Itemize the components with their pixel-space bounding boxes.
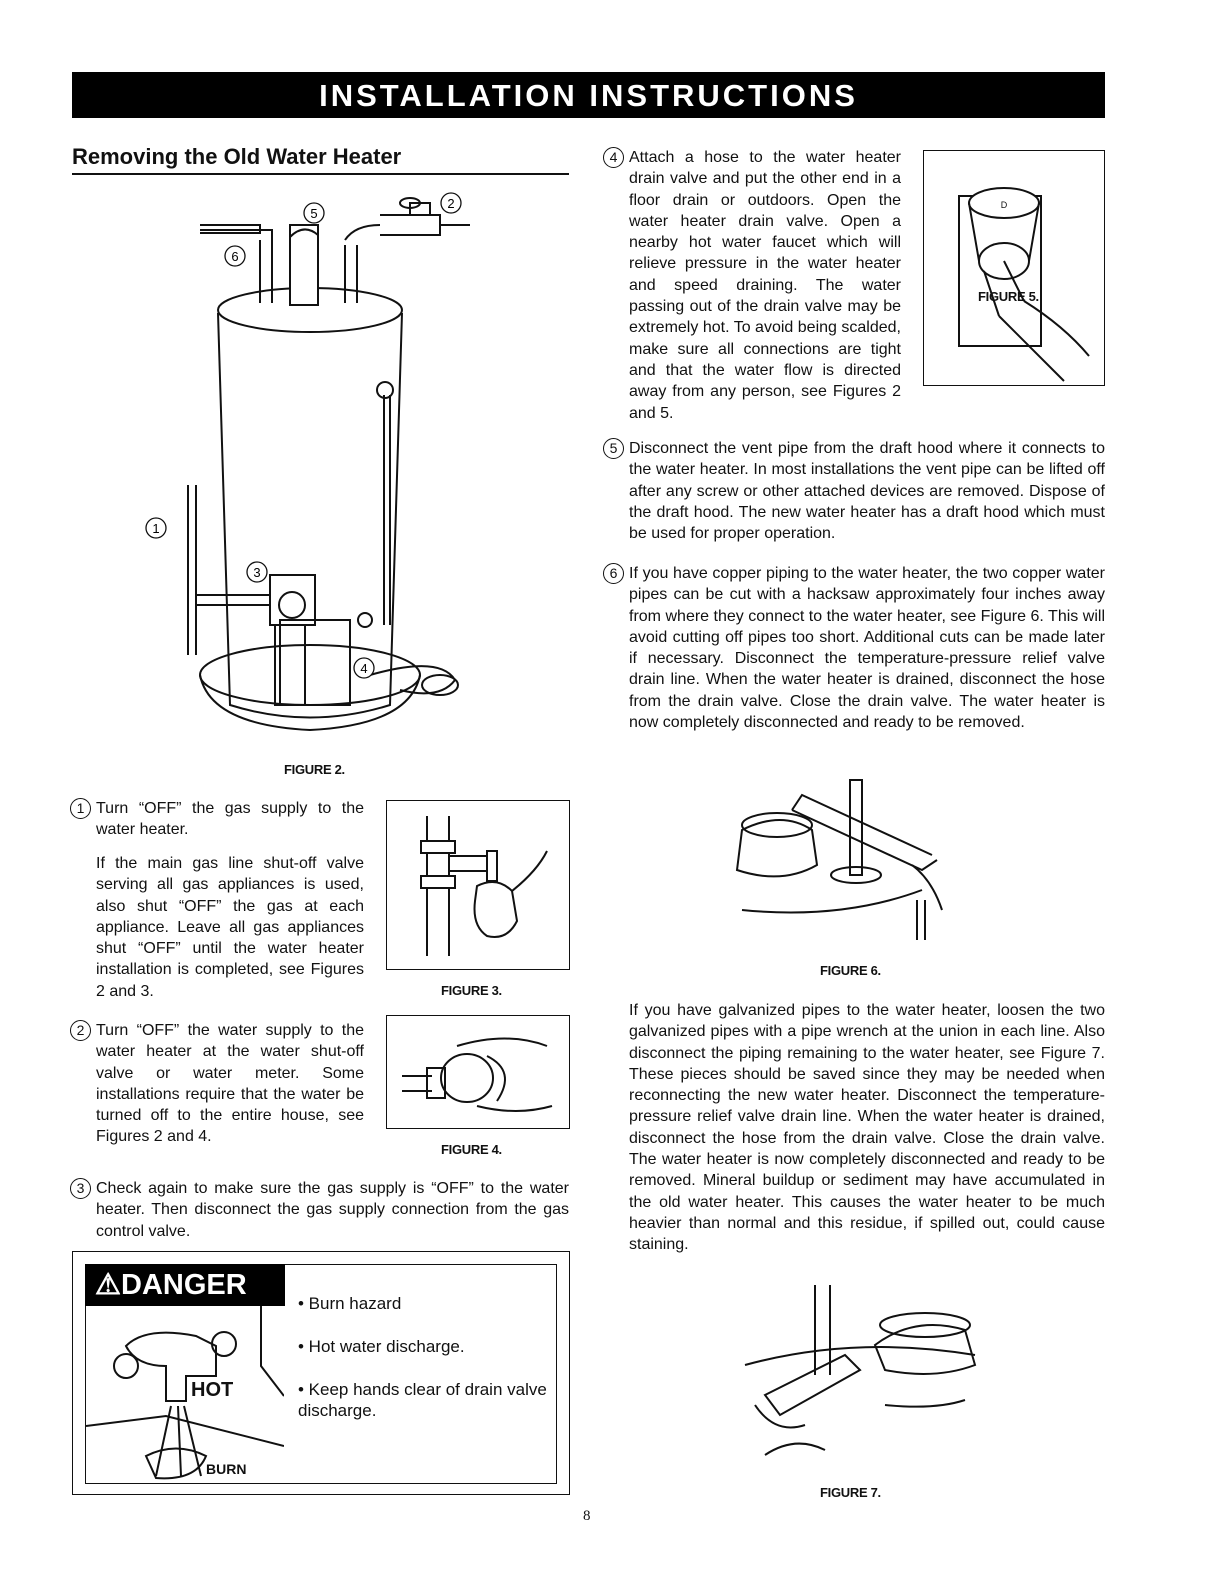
- figure-5-frame: [923, 150, 1105, 386]
- step-2: [76, 1020, 364, 1148]
- step-6-text: If you have copper piping to the water heater, the two copper water pipes can be cut with a hacksaw approximately four inches away from where they connect to the water heater, see Figure 6. This will avoid cutting off pipes too short. Additional cuts can be made later if necessary. Disconnect the temperature-pressure relief valve drain line. When the water heater is drained, disconnect the hose from the drain valve. Close the drain valve. The water heater is now completely disconnected and ready to be removed.: [629, 565, 1105, 732]
- figure-6-caption: FIGURE 6.: [820, 963, 881, 978]
- section-heading: Removing the Old Water Heater: [72, 144, 402, 169]
- page-number: 8: [583, 1508, 591, 1524]
- danger-item-keep-clear: • Keep hands clear of drain valve discharge.: [298, 1380, 547, 1420]
- step-1: [76, 798, 364, 841]
- figure-2-water-heater-illustration: [140, 185, 480, 745]
- step-2-text: Turn “OFF” the water supply to the water heater at the water shut-off valve or water meter. Some installations require that the water be turned off to the entire house, see Figures 2 and 4.: [96, 1022, 364, 1146]
- figure-4-frame: [386, 1015, 570, 1129]
- fig2-callout-1: 1: [152, 521, 160, 536]
- step-5-number: 5: [603, 438, 624, 459]
- danger-list: [298, 1293, 548, 1443]
- figure-4-caption: FIGURE 4.: [441, 1142, 502, 1157]
- step-6: [609, 563, 1105, 733]
- step-5-text: Disconnect the vent pipe from the draft hood where it connects to the water heater. In most installations the vent pipe can be lifted off after any screw or other attached devices are removed. Dispose of the draft hood. The new water heater has a draft hood which must be used for proper operation.: [629, 440, 1105, 543]
- step-4-text: Attach a hose to the water heater drain valve and put the other end in a floor drain or outdoors. Open the water heater drain valve. Open a nearby hot water faucet which will relieve pressure in the water heater and speed draining. The water passing out of the drain valve may be extremely hot. To avoid being scalded, make sure all connections are tight and that the water flow is directed away from any person, see Figures 2 and 5.: [629, 149, 901, 422]
- fig2-callout-2: 2: [447, 196, 455, 211]
- figure-3-caption: FIGURE 3.: [441, 983, 502, 998]
- fig2-callout-3: 3: [253, 565, 261, 580]
- figure-6-hacksaw-illustration: [722, 770, 962, 940]
- step-6-number: 6: [603, 563, 624, 584]
- figure-5-drain-hose-illustration: [924, 151, 1104, 385]
- page-banner: INSTALLATION INSTRUCTIONS: [72, 72, 1105, 118]
- danger-label: ⚠DANGER: [85, 1264, 285, 1306]
- danger-item-burn: • Burn hazard: [298, 1294, 402, 1313]
- figure-7-pipe-wrench-illustration: [735, 1285, 985, 1465]
- figure-7-caption: FIGURE 7.: [820, 1485, 881, 1500]
- burn-label: BURN: [206, 1461, 247, 1477]
- step-1-text: Turn “OFF” the gas supply to the water heater.: [96, 800, 364, 839]
- fig2-callout-5: 5: [310, 206, 318, 221]
- step-4-number: 4: [603, 147, 624, 168]
- danger-hot-faucet-illustration: [86, 1306, 284, 1481]
- step-3-text: Check again to make sure the gas supply is “OFF” to the water heater. Then disconnect the gas supply connection from the gas control valve.: [96, 1180, 569, 1240]
- galvanized-pipes-paragraph: If you have galvanized pipes to the water heater, loosen the two galvanized pipes with a pipe wrench at the union in each line. Also disconnect the piping remaining to the water heater, see Figure 7. These pieces should be saved since they may be needed when reconnecting the new water heater. Disconnect the temperature-pressure relief valve drain line. When the water heater is drained, disconnect the hose from the drain valve. Close the drain valve. The water heater is now completely disconnected and ready to be removed. Mineral buildup or sediment may have accumulated in the old water heater. This causes the water heater to be much heavier than normal and this residue, if spilled out, could cause staining.: [629, 1002, 1105, 1254]
- step-3: [76, 1178, 569, 1242]
- figure-4-water-valve-illustration: [387, 1016, 569, 1128]
- step-3-number: 3: [70, 1178, 91, 1199]
- step-2-number: 2: [70, 1020, 91, 1041]
- fig2-callout-4: 4: [360, 661, 368, 676]
- figure-2-caption: FIGURE 2.: [284, 762, 345, 777]
- figure-3-gas-valve-illustration: [387, 801, 569, 969]
- step-5: [609, 438, 1105, 544]
- figure-5-caption: FIGURE 5.: [978, 289, 1039, 304]
- fig5-valve-mark: D: [1000, 200, 1008, 210]
- step-4: [609, 147, 901, 424]
- danger-item-hot-water: • Hot water discharge.: [298, 1337, 465, 1356]
- figure-3-frame: [386, 800, 570, 970]
- fig2-callout-6: 6: [231, 249, 239, 264]
- step-1-number: 1: [70, 798, 91, 819]
- step-1-note: If the main gas line shut-off valve serving all gas appliances is used, also shut “OFF” the gas at each appliance. Leave all gas appliances shut “OFF” until the water heater installation is completed, see Figures 2 and 3.: [96, 855, 364, 1000]
- heading-rule: [72, 173, 569, 175]
- hot-label: HOT: [191, 1379, 234, 1401]
